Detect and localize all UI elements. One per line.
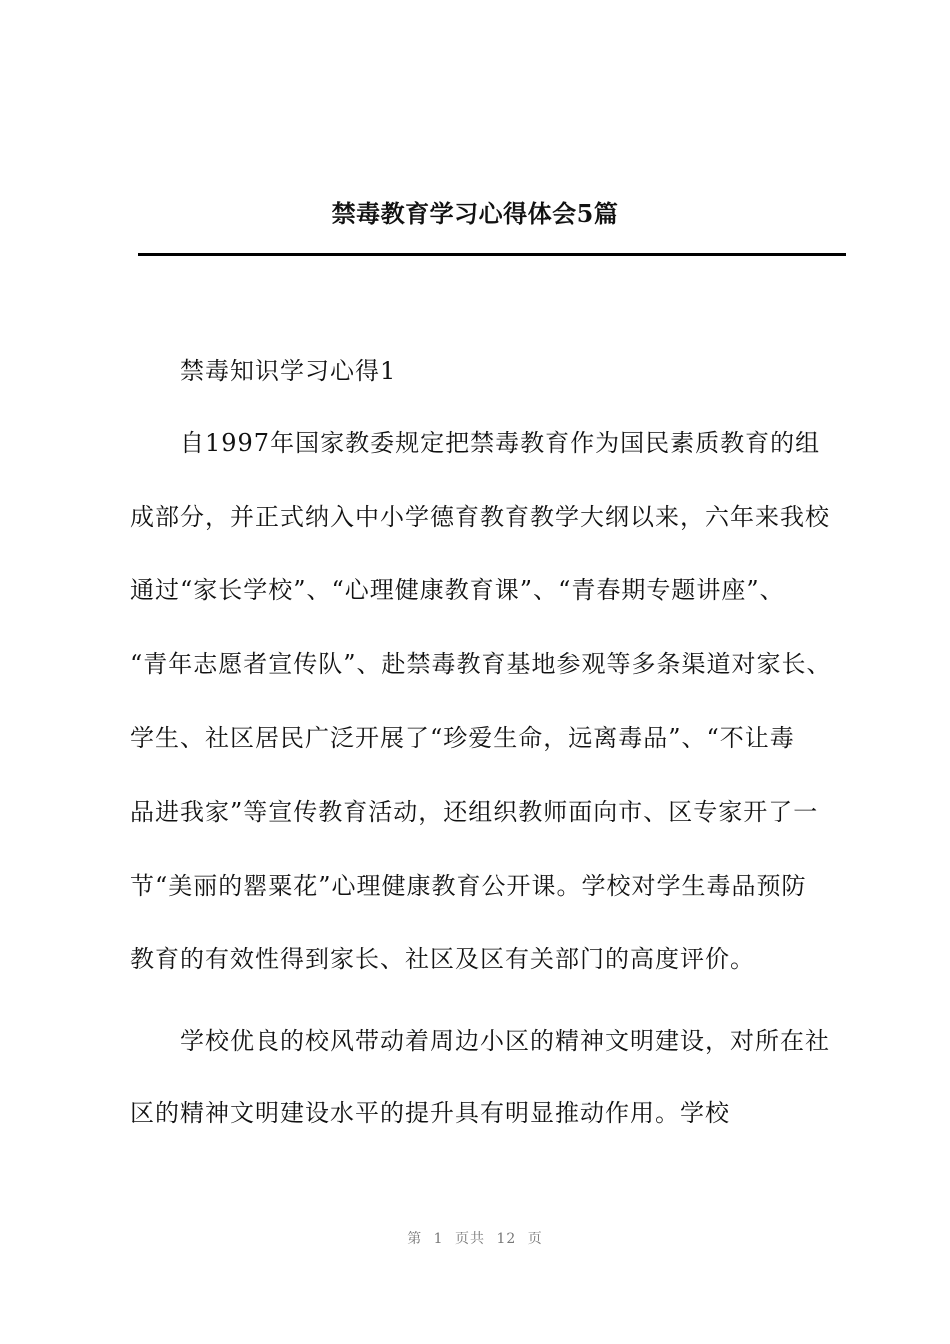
paragraph-line: 教育的有效性得到家长、社区及区有关部门的高度评价。 (130, 945, 755, 973)
paragraph-line: “青年志愿者宣传队”、赴禁毒教育基地参观等多条渠道对家长、 (130, 650, 832, 678)
paragraph-line: 学生、社区居民广泛开展了“珍爱生命，远离毒品”、“不让毒 (130, 724, 795, 752)
page-footer: 第 1 页共 12 页 (407, 1231, 543, 1247)
paragraph-line: 品进我家”等宣传教育活动，还组织教师面向市、区专家开了一 (130, 798, 819, 826)
section-heading: 禁毒知识学习心得1 (180, 357, 397, 385)
paragraph-line: 学校优良的校风带动着周边小区的精神文明建设，对所在社 (180, 1027, 830, 1055)
paragraph-line: 自1997年国家教委规定把禁毒教育作为国民素质教育的组 (180, 429, 821, 457)
paragraph-line: 节“美丽的罂粟花”心理健康教育公开课。学校对学生毒品预防 (130, 872, 807, 900)
document-title: 禁毒教育学习心得体会5篇 (331, 199, 619, 228)
title-underline (138, 253, 846, 256)
paragraph-line: 成部分，并正式纳入中小学德育教育教学大纲以来，六年来我校 (130, 503, 830, 531)
paragraph-line: 区的精神文明建设水平的提升具有明显推动作用。学校 (130, 1099, 730, 1127)
paragraph-line: 通过“家长学校”、“心理健康教育课”、“青春期专题讲座”、 (130, 576, 785, 604)
